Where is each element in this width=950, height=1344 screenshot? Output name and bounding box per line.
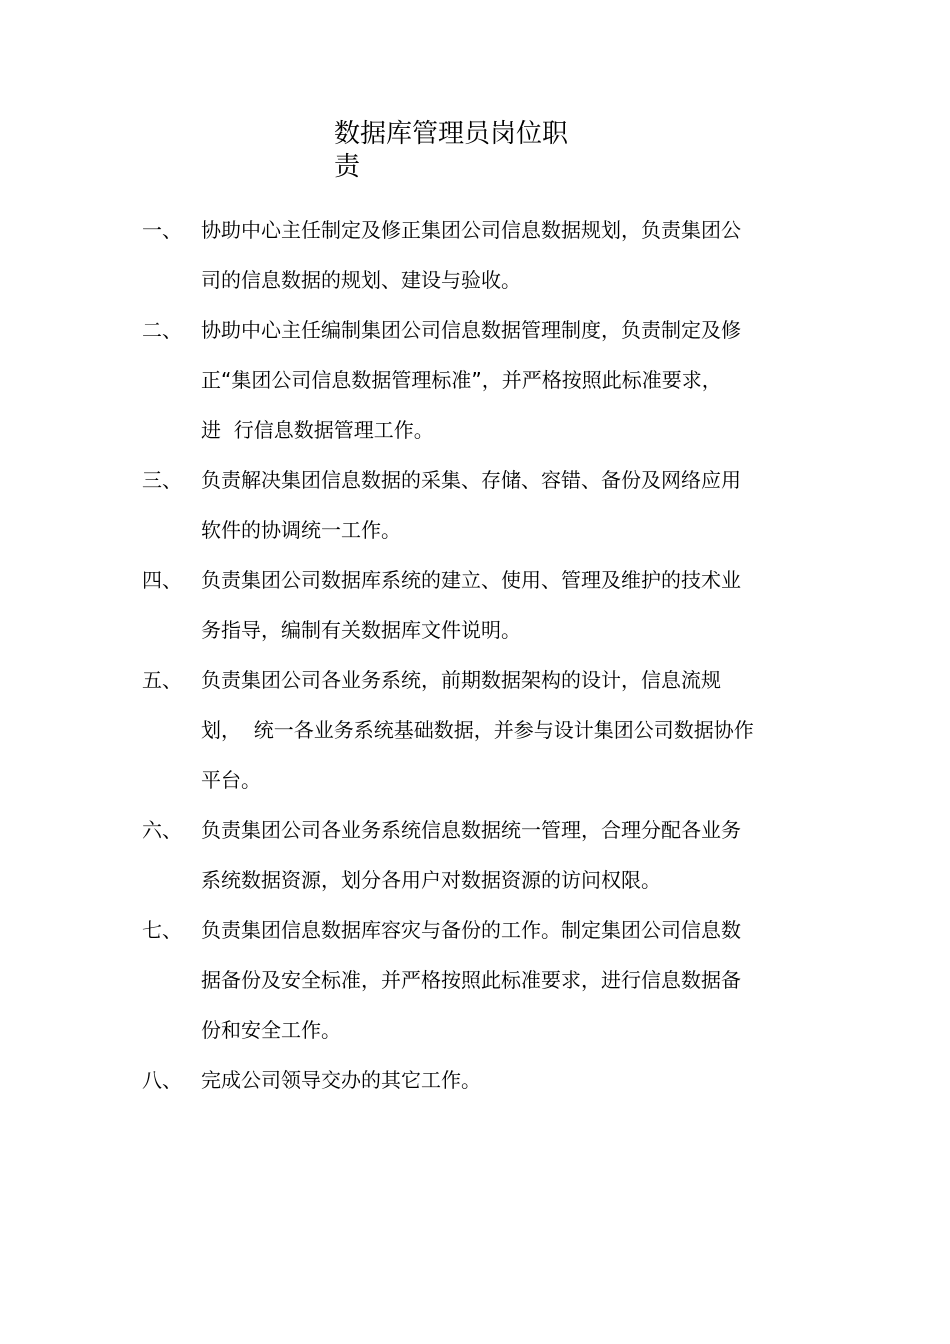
item-number: 八、 [142, 1068, 182, 1092]
item-text-line: 负责集团公司各业务系统，前期数据架构的设计，信息流规 [201, 668, 721, 692]
item-text-line: 务指导，编制有关数据库文件说明。 [201, 618, 521, 642]
item-text-line: 系统数据资源，划分各用户对数据资源的访问权限。 [201, 868, 661, 892]
item-text-line: 平台。 [201, 768, 261, 792]
item-text-line: 份和安全工作。 [201, 1018, 341, 1042]
item-number: 二、 [142, 318, 182, 342]
item-number: 六、 [142, 818, 182, 842]
title-line-2: 责 [334, 152, 361, 182]
item-number: 三、 [142, 468, 182, 492]
item-number: 四、 [142, 568, 182, 592]
item-text-line: 完成公司领导交办的其它工作。 [201, 1068, 481, 1092]
item-number: 一、 [142, 218, 182, 242]
item-text-line: 协助中心主任编制集团公司信息数据管理制度，负责制定及修 [201, 318, 741, 342]
page-title [334, 118, 604, 184]
item-text-line: 司的信息数据的规划、建设与验收。 [201, 268, 521, 292]
item-text-line: 划， 统一各业务系统基础数据，并参与设计集团公司数据协作 [201, 718, 754, 742]
item-text-line: 正“集团公司信息数据管理标准”，并严格按照此标准要求， [201, 368, 722, 392]
item-number: 七、 [142, 918, 182, 942]
item-text-line: 负责解决集团信息数据的采集、存储、容错、备份及网络应用 [201, 468, 741, 492]
item-text-line: 进 行信息数据管理工作。 [201, 418, 434, 442]
item-text-line: 软件的协调统一工作。 [201, 518, 401, 542]
item-number: 五、 [142, 668, 182, 692]
item-text-line: 负责集团公司数据库系统的建立、使用、管理及维护的技术业 [201, 568, 741, 592]
title-line-1: 数据库管理员岗位职 [334, 119, 569, 149]
item-text-line: 协助中心主任制定及修正集团公司信息数据规划，负责集团公 [201, 218, 741, 242]
item-text-line: 负责集团公司各业务系统信息数据统一管理，合理分配各业务 [201, 818, 741, 842]
item-text-line: 负责集团信息数据库容灾与备份的工作。制定集团公司信息数 [201, 918, 741, 942]
item-text-line: 据备份及安全标准，并严格按照此标准要求，进行信息数据备 [201, 968, 741, 992]
